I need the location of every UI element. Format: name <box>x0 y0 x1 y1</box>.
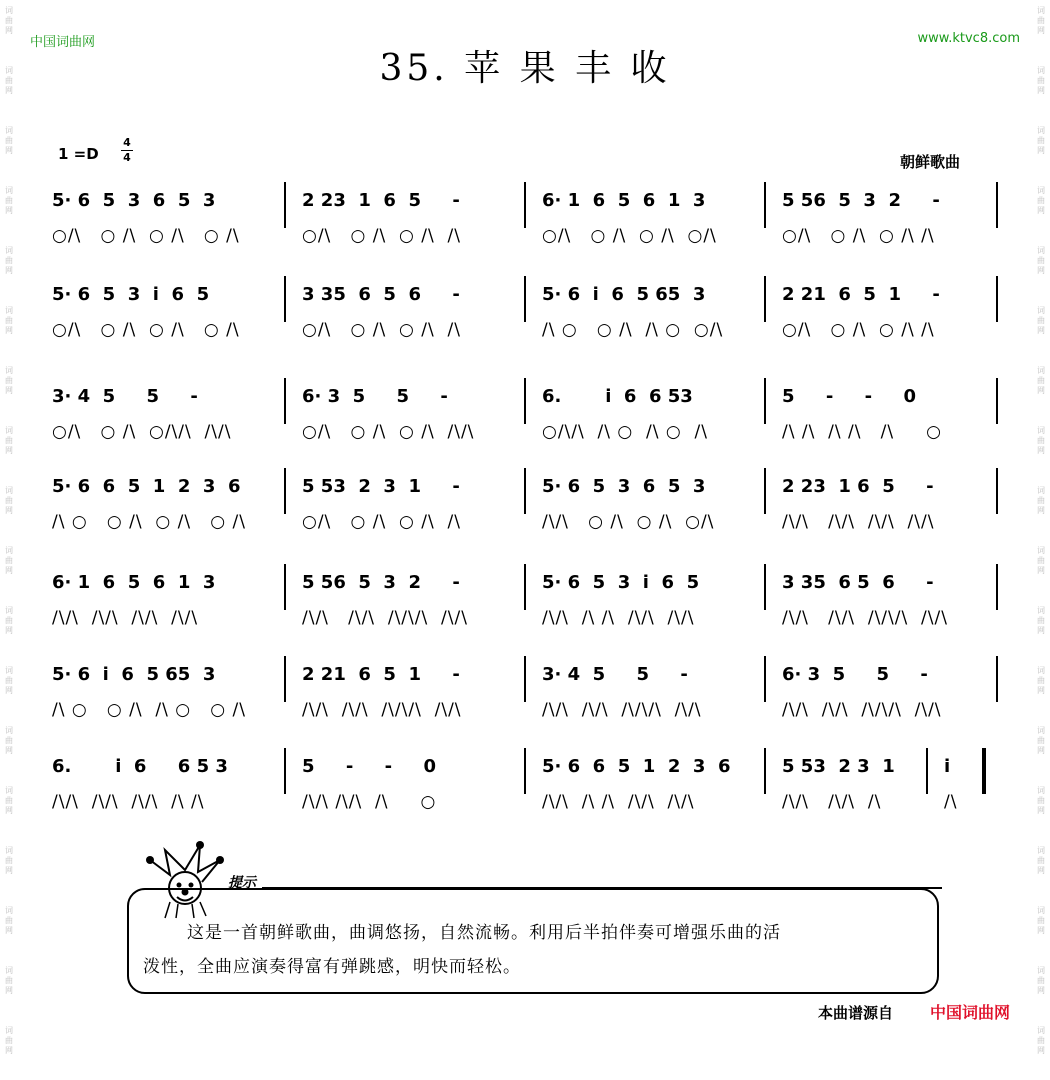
watermark-glyph: 词 <box>5 726 13 735</box>
measure-notes: 5· 6 6 5 1 2 3 6 <box>542 756 731 777</box>
watermark-glyph: 网 <box>5 146 13 155</box>
watermark-glyph: 词 <box>5 966 13 975</box>
measure-notes: 6· 1 6 5 6 1 3 <box>52 572 216 593</box>
score-row <box>52 476 1002 546</box>
site-url-right[interactable]: www.ktvc8.com <box>917 31 1020 46</box>
watermark-cell <box>1034 300 1048 360</box>
watermark-glyph: 曲 <box>5 916 13 925</box>
watermark-cell <box>1034 240 1048 300</box>
watermark-glyph: 曲 <box>1037 436 1045 445</box>
measure-strokes: /\/\ /\/\ /\/\/\ /\/\ <box>782 608 948 628</box>
measure-strokes: /\/\ ○ /\ ○ /\ ○/\ <box>542 512 715 532</box>
watermark-glyph: 词 <box>5 1026 13 1035</box>
time-signature-top: 4 <box>123 136 131 149</box>
measure-strokes: ○/\ ○ /\ ○ /\ /\/\ <box>302 422 475 442</box>
score-row <box>52 386 1002 456</box>
final-barline <box>982 748 986 794</box>
measure-notes: 5 - - 0 <box>782 386 916 407</box>
watermark-glyph: 词 <box>1037 66 1045 75</box>
watermark-glyph: 曲 <box>1037 976 1045 985</box>
watermark-glyph: 曲 <box>5 196 13 205</box>
tip-label: 提示 <box>228 875 256 891</box>
watermark-glyph: 网 <box>5 746 13 755</box>
watermark-glyph: 词 <box>1037 906 1045 915</box>
watermark-glyph: 词 <box>5 606 13 615</box>
song-origin: 朝鲜歌曲 <box>900 153 961 171</box>
watermark-cell <box>1034 840 1048 900</box>
watermark-glyph: 词 <box>5 6 13 15</box>
watermark-glyph: 网 <box>1037 566 1045 575</box>
barline <box>284 182 286 228</box>
key-signature: 1 =D <box>58 145 99 163</box>
measure-notes: 5· 6 5 3 6 5 3 <box>52 190 216 211</box>
watermark-left <box>2 0 16 1055</box>
measure-strokes: /\/\ /\ /\ /\/\ /\/\ <box>542 608 695 628</box>
barline <box>996 468 998 514</box>
measure-notes: 5 - - 0 <box>302 756 436 777</box>
watermark-glyph: 网 <box>1037 746 1045 755</box>
watermark-glyph: 词 <box>5 486 13 495</box>
measure-strokes: /\ ○ ○ /\ /\ ○ ○ /\ <box>52 700 246 720</box>
watermark-glyph: 词 <box>1037 486 1045 495</box>
watermark-glyph: 词 <box>1037 846 1045 855</box>
barline <box>764 276 766 322</box>
measure-notes: 6· 1 6 5 6 1 3 <box>542 190 706 211</box>
watermark-glyph: 词 <box>1037 366 1045 375</box>
time-signature-bottom: 4 <box>123 151 131 164</box>
watermark-cell <box>2 360 16 420</box>
watermark-glyph: 曲 <box>1037 16 1045 25</box>
watermark-glyph: 网 <box>1037 926 1045 935</box>
watermark-glyph: 词 <box>5 426 13 435</box>
watermark-cell <box>1034 360 1048 420</box>
score-row <box>52 756 1002 826</box>
watermark-glyph: 曲 <box>1037 376 1045 385</box>
watermark-glyph: 词 <box>5 906 13 915</box>
watermark-glyph: 词 <box>5 366 13 375</box>
watermark-cell <box>2 840 16 900</box>
barline <box>284 564 286 610</box>
score-row <box>52 572 1002 642</box>
watermark-cell <box>1034 660 1048 720</box>
tip-text-line-1: 这是一首朝鲜歌曲，曲调悠扬，自然流畅。利用后半拍伴奏可增强乐曲的活 <box>187 923 781 943</box>
measure-notes: 5· 6 5 3 6 5 3 <box>542 476 706 497</box>
watermark-glyph: 网 <box>1037 386 1045 395</box>
measure-strokes: /\/\ /\ /\ /\/\ /\/\ <box>542 792 695 812</box>
watermark-glyph: 词 <box>1037 306 1045 315</box>
watermark-glyph: 曲 <box>1037 856 1045 865</box>
barline <box>284 748 286 794</box>
measure-notes: 3 35 6 5 6 - <box>782 572 934 593</box>
measure-strokes: /\ /\ /\ /\ /\ ○ <box>782 422 942 442</box>
measure-strokes: ○/\ ○ /\ ○ /\ /\ <box>302 512 461 532</box>
watermark-glyph: 词 <box>1037 1026 1045 1035</box>
watermark-cell <box>1034 480 1048 540</box>
measure-notes: 5· 6 i 6 5 65 3 <box>542 284 706 305</box>
measure-notes: 6. i 6 6 53 <box>542 386 693 407</box>
watermark-cell <box>2 600 16 660</box>
watermark-glyph: 曲 <box>1037 616 1045 625</box>
barline <box>524 378 526 424</box>
measure-strokes: /\/\ /\/\ /\ <box>782 792 882 812</box>
watermark-glyph: 曲 <box>5 616 13 625</box>
watermark-glyph: 曲 <box>5 436 13 445</box>
measure-strokes: /\/\ /\/\ /\/\/\ /\/\ <box>782 700 942 720</box>
measure-strokes: /\/\ /\/\ /\ ○ <box>302 792 437 812</box>
watermark-glyph: 曲 <box>5 136 13 145</box>
watermark-glyph: 词 <box>5 66 13 75</box>
watermark-glyph: 网 <box>5 26 13 35</box>
measure-notes: 3 35 6 5 6 - <box>302 284 460 305</box>
watermark-glyph: 网 <box>5 806 13 815</box>
score-row <box>52 664 1002 734</box>
watermark-glyph: 曲 <box>1037 916 1045 925</box>
watermark-glyph: 网 <box>5 866 13 875</box>
watermark-glyph: 词 <box>1037 126 1045 135</box>
measure-notes: 3· 4 5 5 - <box>52 386 198 407</box>
watermark-glyph: 曲 <box>5 736 13 745</box>
watermark-cell <box>2 180 16 240</box>
watermark-cell <box>1034 720 1048 780</box>
watermark-cell <box>2 960 16 1020</box>
barline <box>764 656 766 702</box>
footer-source-site[interactable]: 中国词曲网 <box>930 1003 1011 1022</box>
measure-notes: 6· 3 5 5 - <box>782 664 928 685</box>
site-name-left[interactable]: 中国词曲网 <box>30 35 96 50</box>
measure-notes: 5· 6 5 3 i 6 5 <box>542 572 700 593</box>
watermark-glyph: 曲 <box>1037 676 1045 685</box>
watermark-glyph: 网 <box>1037 866 1045 875</box>
watermark-glyph: 曲 <box>1037 736 1045 745</box>
measure-strokes: ○/\/\ /\ ○ /\ ○ /\ <box>542 422 709 442</box>
measure-notes: 5· 6 6 5 1 2 3 6 <box>52 476 241 497</box>
barline <box>284 378 286 424</box>
barline <box>524 564 526 610</box>
watermark-glyph: 词 <box>1037 606 1045 615</box>
watermark-glyph: 网 <box>1037 506 1045 515</box>
footer-source-label: 本曲谱源自 <box>818 1004 894 1022</box>
watermark-cell <box>1034 900 1048 960</box>
barline <box>764 468 766 514</box>
measure-strokes: ○/\ ○ /\ ○ /\ ○/\ <box>542 226 717 246</box>
watermark-glyph: 网 <box>5 446 13 455</box>
watermark-glyph: 曲 <box>5 556 13 565</box>
measure-notes: 2 21 6 5 1 - <box>782 284 940 305</box>
barline <box>524 182 526 228</box>
watermark-glyph: 网 <box>5 626 13 635</box>
watermark-glyph: 曲 <box>5 676 13 685</box>
watermark-glyph: 词 <box>1037 966 1045 975</box>
watermark-glyph: 曲 <box>1037 796 1045 805</box>
barline <box>996 656 998 702</box>
watermark-glyph: 词 <box>1037 546 1045 555</box>
watermark-glyph: 网 <box>1037 146 1045 155</box>
barline <box>996 276 998 322</box>
watermark-glyph: 网 <box>1037 266 1045 275</box>
watermark-glyph: 曲 <box>1037 556 1045 565</box>
measure-strokes: ○/\ ○ /\ ○ /\ /\ <box>782 320 935 340</box>
measure-notes: 5 56 5 3 2 - <box>782 190 940 211</box>
measure-strokes: /\ <box>944 792 958 812</box>
watermark-cell <box>2 120 16 180</box>
watermark-glyph: 曲 <box>1037 1036 1045 1045</box>
watermark-glyph: 网 <box>1037 986 1045 995</box>
measure-strokes: /\ ○ ○ /\ ○ /\ ○ /\ <box>52 512 246 532</box>
watermark-glyph: 曲 <box>5 316 13 325</box>
measure-strokes: /\/\ /\/\ /\/\/\ /\/\ <box>542 700 702 720</box>
watermark-cell <box>1034 120 1048 180</box>
measure-strokes: /\/\ /\/\ /\/\/\ /\/\ <box>302 608 468 628</box>
measure-strokes: ○/\ ○ /\ ○ /\ /\ <box>302 226 461 246</box>
watermark-glyph: 网 <box>1037 326 1045 335</box>
watermark-glyph: 曲 <box>1037 136 1045 145</box>
watermark-glyph: 网 <box>5 206 13 215</box>
watermark-cell <box>1034 960 1048 1020</box>
measure-notes: 6· 3 5 5 - <box>302 386 448 407</box>
watermark-cell <box>2 900 16 960</box>
barline <box>284 468 286 514</box>
watermark-glyph: 网 <box>1037 806 1045 815</box>
watermark-glyph: 曲 <box>5 376 13 385</box>
watermark-glyph: 曲 <box>5 16 13 25</box>
measure-notes: 2 23 1 6 5 - <box>302 190 460 211</box>
watermark-glyph: 曲 <box>1037 256 1045 265</box>
watermark-glyph: 曲 <box>5 856 13 865</box>
barline <box>764 748 766 794</box>
watermark-cell <box>2 1020 16 1080</box>
watermark-glyph: 词 <box>5 786 13 795</box>
measure-strokes: /\ ○ ○ /\ /\ ○ ○/\ <box>542 320 724 340</box>
watermark-glyph: 曲 <box>5 496 13 505</box>
measure-strokes: /\/\ /\/\ /\/\ /\/\ <box>52 608 199 628</box>
measure-strokes: /\/\ /\/\ /\/\ /\/\ <box>782 512 935 532</box>
watermark-cell <box>2 780 16 840</box>
watermark-glyph: 曲 <box>1037 196 1045 205</box>
score-row <box>52 284 1002 354</box>
measure-notes: 6. i 6 6 5 3 <box>52 756 228 777</box>
watermark-glyph: 网 <box>5 326 13 335</box>
watermark-glyph: 网 <box>1037 626 1045 635</box>
measure-notes: 5· 6 i 6 5 65 3 <box>52 664 216 685</box>
barline <box>764 378 766 424</box>
watermark-glyph: 词 <box>1037 786 1045 795</box>
watermark-cell <box>1034 180 1048 240</box>
measure-strokes: /\/\ /\/\ /\/\/\ /\/\ <box>302 700 462 720</box>
watermark-glyph: 曲 <box>5 976 13 985</box>
measure-strokes: ○/\ ○ /\ ○ /\ /\ <box>782 226 935 246</box>
measure-notes: 5 56 5 3 2 - <box>302 572 460 593</box>
barline <box>284 656 286 702</box>
score-row <box>52 190 1002 260</box>
measure-strokes: /\/\ /\/\ /\/\ /\ /\ <box>52 792 205 812</box>
time-signature <box>120 136 134 165</box>
watermark-glyph: 网 <box>5 926 13 935</box>
tip-box <box>127 888 939 994</box>
watermark-glyph: 曲 <box>5 256 13 265</box>
barline <box>996 378 998 424</box>
watermark-glyph: 网 <box>5 86 13 95</box>
watermark-glyph: 词 <box>1037 426 1045 435</box>
measure-notes: 2 21 6 5 1 - <box>302 664 460 685</box>
watermark-glyph: 曲 <box>1037 76 1045 85</box>
measure-strokes: ○/\ ○ /\ ○ /\ ○ /\ <box>52 320 240 340</box>
barline <box>926 748 928 794</box>
measure-notes: i <box>944 756 951 777</box>
watermark-glyph: 网 <box>1037 86 1045 95</box>
measure-notes: 5· 6 5 3 i 6 5 <box>52 284 210 305</box>
watermark-glyph: 词 <box>5 846 13 855</box>
watermark-glyph: 曲 <box>5 1036 13 1045</box>
watermark-cell <box>2 300 16 360</box>
watermark-cell <box>1034 420 1048 480</box>
watermark-glyph: 网 <box>5 386 13 395</box>
measure-strokes: ○/\ ○ /\ ○ /\ ○ /\ <box>52 226 240 246</box>
watermark-cell <box>2 720 16 780</box>
watermark-glyph: 词 <box>1037 246 1045 255</box>
measure-notes: 5 53 2 3 1 - <box>302 476 460 497</box>
barline <box>284 276 286 322</box>
barline <box>524 468 526 514</box>
watermark-glyph: 网 <box>5 506 13 515</box>
watermark-cell <box>1034 600 1048 660</box>
barline <box>996 564 998 610</box>
measure-strokes: ○/\ ○ /\ ○ /\ /\ <box>302 320 461 340</box>
watermark-glyph: 网 <box>5 266 13 275</box>
watermark-glyph: 网 <box>1037 206 1045 215</box>
watermark-glyph: 词 <box>1037 186 1045 195</box>
measure-strokes: ○/\ ○ /\ ○/\/\ /\/\ <box>52 422 232 442</box>
tip-text-line-2: 泼性，全曲应演奏得富有弹跳感，明快而轻松。 <box>143 957 521 977</box>
measure-notes: 3· 4 5 5 - <box>542 664 688 685</box>
watermark-glyph: 词 <box>5 186 13 195</box>
watermark-cell <box>2 660 16 720</box>
watermark-cell <box>1034 1020 1048 1080</box>
barline <box>996 182 998 228</box>
watermark-cell <box>2 540 16 600</box>
song-title: 35. 苹 果 丰 收 <box>379 48 671 89</box>
watermark-cell <box>1034 540 1048 600</box>
watermark-glyph: 词 <box>5 666 13 675</box>
barline <box>524 656 526 702</box>
watermark-glyph: 网 <box>1037 26 1045 35</box>
barline <box>764 564 766 610</box>
barline <box>764 182 766 228</box>
watermark-right <box>1034 0 1048 1055</box>
watermark-glyph: 曲 <box>5 796 13 805</box>
watermark-glyph: 词 <box>5 546 13 555</box>
watermark-glyph: 词 <box>1037 666 1045 675</box>
watermark-glyph: 网 <box>1037 686 1045 695</box>
watermark-cell <box>2 480 16 540</box>
watermark-glyph: 网 <box>5 566 13 575</box>
watermark-glyph: 词 <box>1037 6 1045 15</box>
watermark-glyph: 网 <box>1037 446 1045 455</box>
measure-notes: 2 23 1 6 5 - <box>782 476 934 497</box>
watermark-glyph: 网 <box>5 686 13 695</box>
watermark-glyph: 曲 <box>1037 316 1045 325</box>
watermark-glyph: 网 <box>1037 1046 1045 1055</box>
watermark-glyph: 词 <box>1037 726 1045 735</box>
watermark-glyph: 词 <box>5 246 13 255</box>
barline <box>524 276 526 322</box>
watermark-glyph: 词 <box>5 126 13 135</box>
measure-notes: 5 53 2 3 1 <box>782 756 895 777</box>
watermark-glyph: 词 <box>5 306 13 315</box>
watermark-glyph: 曲 <box>1037 496 1045 505</box>
watermark-cell <box>2 240 16 300</box>
watermark-glyph: 网 <box>5 986 13 995</box>
watermark-glyph: 网 <box>5 1046 13 1055</box>
watermark-glyph: 曲 <box>5 76 13 85</box>
barline <box>524 748 526 794</box>
watermark-cell <box>1034 780 1048 840</box>
watermark-cell <box>2 420 16 480</box>
